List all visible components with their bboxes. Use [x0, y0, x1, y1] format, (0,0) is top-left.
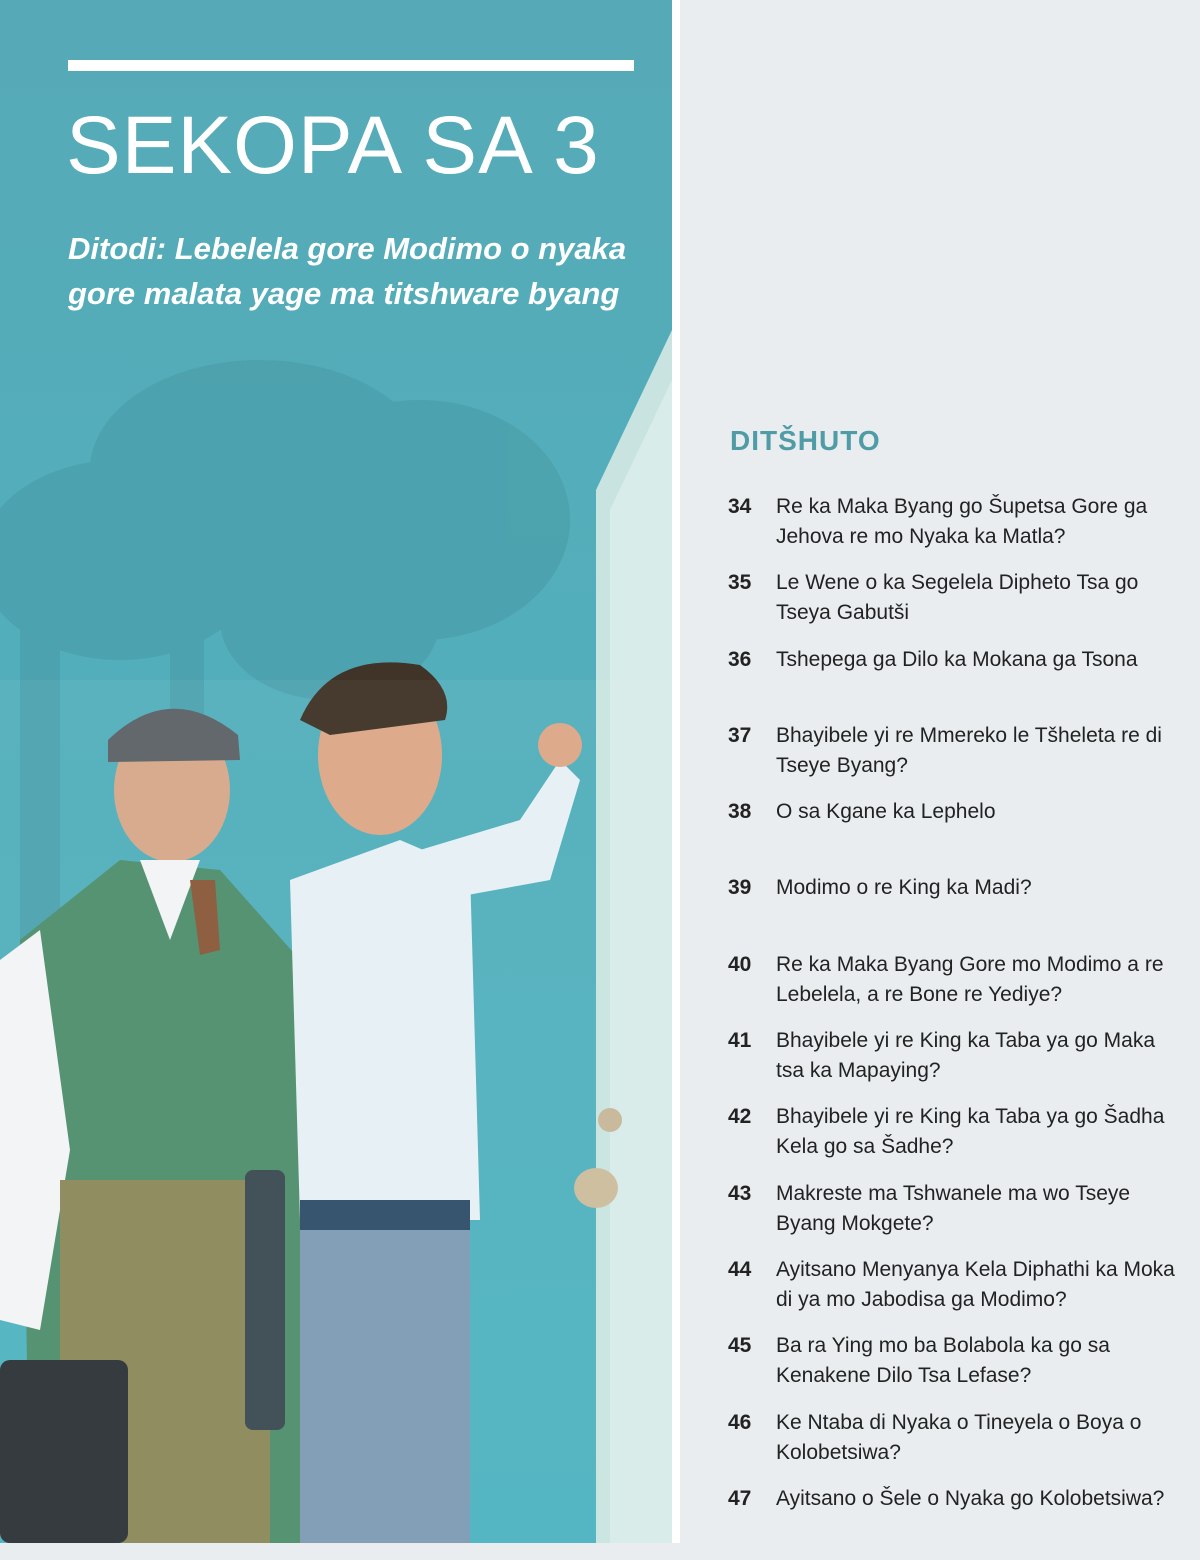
lesson-title: Re ka Maka Byang Gore mo Modimo a re Lebelela, a re Bone re Yediye?	[776, 952, 1164, 1006]
lesson-item[interactable]	[728, 492, 1188, 568]
lesson-number: 36	[728, 647, 752, 671]
lesson-item[interactable]	[728, 797, 1188, 873]
lesson-number: 45	[728, 1334, 752, 1358]
panel-divider	[672, 0, 680, 1543]
title-rule	[68, 60, 634, 71]
lesson-item[interactable]	[728, 1179, 1188, 1255]
lesson-item[interactable]	[728, 1331, 1188, 1407]
lesson-number: 43	[728, 1181, 752, 1205]
part-subtitle: Ditodi: Lebelela gore Modimo o nyaka gore malata yage ma titshware byang	[68, 231, 627, 311]
lesson-item[interactable]	[728, 1484, 1188, 1560]
lesson-title: Bhayibele yi re Mmereko le Tšheleta re di Tseye Byang?	[776, 723, 1162, 777]
lesson-item[interactable]	[728, 873, 1188, 949]
lesson-title: Re ka Maka Byang go Šupetsa Gore ga Jehova re mo Nyaka ka Matla?	[776, 495, 1148, 548]
lesson-item[interactable]	[728, 1408, 1188, 1484]
lesson-list	[728, 492, 1188, 1560]
lesson-item[interactable]	[728, 645, 1188, 721]
part-title: SEKOPA SA 3	[66, 100, 600, 191]
lesson-number: 35	[728, 571, 752, 595]
lesson-item[interactable]	[728, 568, 1188, 644]
lesson-title: Makreste ma Tshwanele ma wo Tseye Byang Mokgete?	[776, 1181, 1131, 1235]
lesson-title: Bhayibele yi re King ka Taba ya go Maka tsa ka Mapaying?	[776, 1029, 1156, 1083]
lesson-number: 42	[728, 1105, 752, 1129]
lesson-number: 44	[728, 1257, 752, 1281]
lesson-title: Ayitsano Menyanya Kela Diphathi ka Moka di ya mo Jabodisa ga Modimo?	[776, 1257, 1175, 1311]
lesson-item[interactable]	[728, 1026, 1188, 1102]
lesson-title: Ayitsano o Šele o Nyaka go Kolobetsiwa?	[776, 1486, 1165, 1510]
lesson-number: 34	[728, 495, 752, 518]
lesson-number: 41	[728, 1029, 752, 1053]
lesson-title: Le Wene o ka Segelela Dipheto Tsa go Tseya Gabutši	[776, 571, 1139, 625]
lesson-item[interactable]	[728, 1102, 1188, 1178]
lesson-number: 40	[728, 952, 752, 976]
lesson-number: 38	[728, 800, 752, 824]
lesson-number: 46	[728, 1410, 752, 1434]
lesson-title: Tshepega ga Dilo ka Mokana ga Tsona	[776, 647, 1138, 671]
lessons-heading: DITŠHUTO	[730, 425, 881, 456]
lesson-item[interactable]	[728, 950, 1188, 1026]
lesson-title: Modimo o re King ka Madi?	[776, 876, 1032, 900]
lesson-title: O sa Kgane ka Lephelo	[776, 800, 996, 824]
lesson-item[interactable]	[728, 721, 1188, 797]
lesson-item[interactable]	[728, 1255, 1188, 1331]
lesson-number: 39	[728, 876, 752, 900]
lesson-number: 47	[728, 1486, 752, 1510]
lesson-title: Ke Ntaba di Nyaka o Tineyela o Boya o Kolobetsiwa?	[776, 1410, 1142, 1464]
lesson-title: Bhayibele yi re King ka Taba ya go Šadha Kela go sa Šadhe?	[776, 1105, 1165, 1159]
lesson-number: 37	[728, 723, 752, 747]
lesson-title: Ba ra Ying mo ba Bolabola ka go sa Kenakene Dilo Tsa Lefase?	[776, 1334, 1110, 1388]
contents-panel	[680, 0, 1200, 1543]
